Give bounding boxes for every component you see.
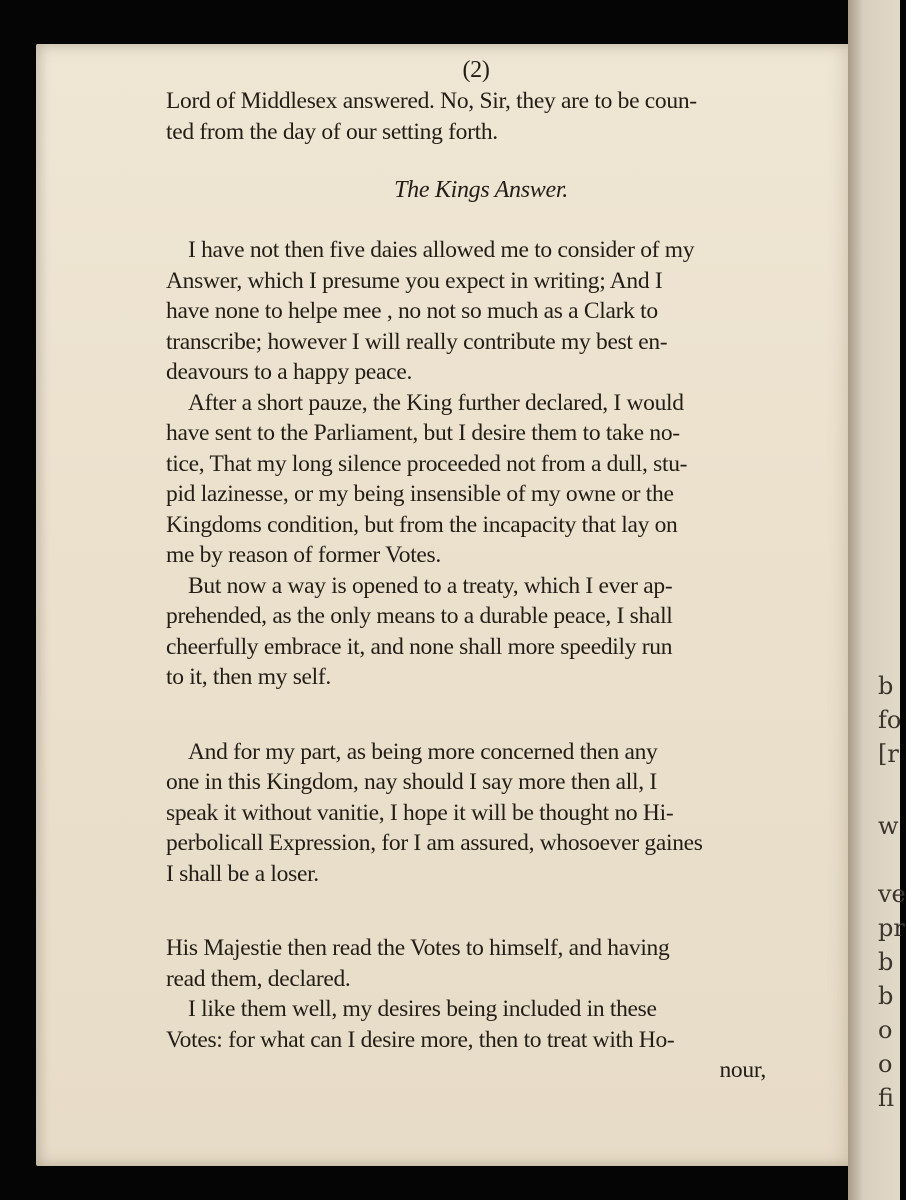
page-text	[166, 50, 796, 1086]
catchword: nour,	[719, 1057, 766, 1083]
text-line: cheerfully embrace it, and none shall more speedily run	[166, 633, 673, 660]
facing-page-fragment: fo	[878, 706, 902, 734]
text-line: have none to helpe mee , no not so much as a Clark to	[166, 298, 658, 324]
text-line: pid lazinesse, or my being insensible of my owne or the	[166, 481, 674, 507]
text-line: transcribe; however I will really contribute my best en-	[166, 328, 668, 355]
text-line: speak it without vanitie, I hope it will be thought no Hi-	[166, 799, 674, 826]
text-line: His Majestie then read the Votes to himself, and having	[166, 935, 670, 961]
facing-page-fragment: w	[878, 812, 899, 840]
text-line: Kingdoms condition, but from the incapacity that lay on	[166, 511, 678, 538]
facing-page-fragment: ve	[878, 880, 906, 908]
text-line: one in this Kingdom, nay should I say more then all, I	[166, 769, 657, 795]
text-line: deavours to a happy peace.	[166, 359, 413, 385]
facing-page-fragment: pr	[878, 914, 905, 942]
text-line: After a short pauze, the King further declared, I would	[188, 389, 684, 416]
text-line: I have not then five daies allowed me to consider of my	[188, 237, 695, 263]
text-line: perbolicall Expression, for I am assured, whosoever gaines	[166, 830, 703, 856]
facing-page-fragment: o	[878, 1050, 893, 1078]
facing-page-fragment: o	[878, 1016, 893, 1044]
paragraph-gap	[166, 693, 796, 737]
text-line: to it, then my self.	[166, 664, 332, 690]
text-line: Votes: for what can I desire more, then to treat with Ho-	[166, 1026, 675, 1053]
text-line: read them, declared.	[166, 965, 351, 992]
text-line: I shall be a loser.	[166, 860, 319, 887]
facing-page-fragment: b	[878, 948, 894, 976]
page-number: (2)	[462, 57, 490, 83]
text-line: have sent to the Parliament, but I desire them to take no-	[166, 420, 680, 446]
text-line: tice, That my long silence proceeded not from a dull, stu-	[166, 450, 688, 477]
text-line: And for my part, as being more concerned then any	[188, 738, 658, 765]
text-line: I like them well, my desires being included in these	[188, 996, 657, 1022]
facing-page-fragment: b	[878, 982, 894, 1010]
text-line: But now a way is opened to a treaty, which I ever ap-	[188, 572, 673, 599]
facing-page-edge	[848, 0, 906, 1200]
facing-page-fragment: [r	[878, 740, 899, 768]
facing-page-fragment: b	[878, 672, 894, 700]
facing-page-fragment: fi	[878, 1084, 895, 1112]
text-line: Lord of Middlesex answered. No, Sir, they are to be coun-	[166, 88, 697, 114]
section-heading: The Kings Answer.	[394, 177, 568, 203]
text-line: ted from the day of our setting forth.	[166, 118, 498, 145]
paragraph-gap	[166, 889, 796, 933]
text-line: prehended, as the only means to a durable peace, I shall	[166, 603, 673, 629]
text-line: me by reason of former Votes.	[166, 542, 441, 568]
text-line: Answer, which I presume you expect in writing; And I	[166, 267, 663, 294]
